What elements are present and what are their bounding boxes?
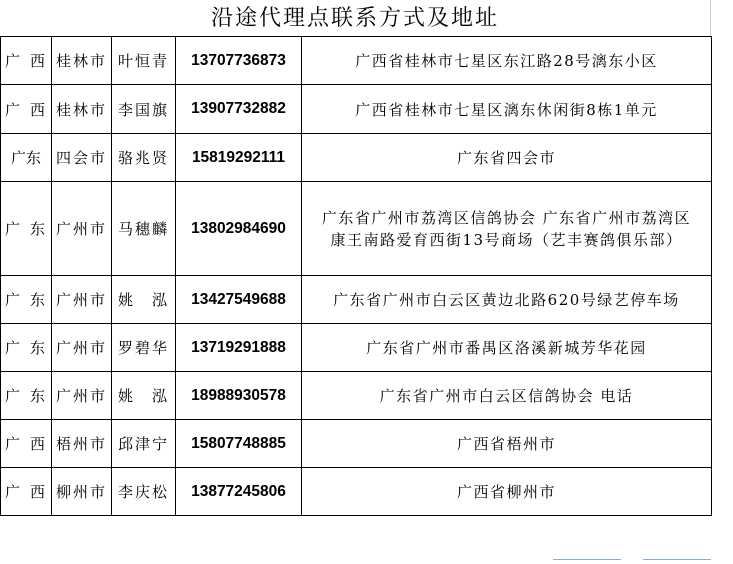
address-cell: 广西省桂林市七星区漓东休闲街8栋1单元 <box>302 85 712 134</box>
province-cell: 广 东 <box>1 182 52 276</box>
province-cell: 广 东 <box>1 276 52 324</box>
page-button[interactable] <box>553 559 621 564</box>
name-cell: 李庆松 <box>112 468 176 516</box>
city-cell: 广州市 <box>52 372 112 420</box>
province-cell: 广 西 <box>1 468 52 516</box>
table-row <box>1 37 712 85</box>
name-cell: 邱津宁 <box>112 420 176 468</box>
address-cell: 广西省桂林市七星区东江路28号漓东小区 <box>302 37 712 85</box>
table-row <box>1 420 712 468</box>
phone-cell: 13707736873 <box>176 37 302 85</box>
address-cell: 广东省广州市白云区黄边北路620号绿艺停车场 <box>302 276 712 324</box>
table-row <box>1 324 712 372</box>
province-cell: 广 东 <box>1 324 52 372</box>
phone-cell: 13719291888 <box>176 324 302 372</box>
province-cell: 广 西 <box>1 37 52 85</box>
table-row <box>1 372 712 420</box>
province-cell: 广 西 <box>1 420 52 468</box>
address-line: 广东省广州市荔湾区信鸽协会 广东省广州市荔湾区 <box>321 208 692 227</box>
table-row <box>1 134 712 182</box>
name-cell: 叶恒青 <box>112 37 176 85</box>
phone-cell: 13802984690 <box>176 182 302 276</box>
province-cell: 广 东 <box>1 372 52 420</box>
province-cell: 广 西 <box>1 85 52 134</box>
city-cell: 梧州市 <box>52 420 112 468</box>
address-cell: 广西省柳州市 <box>302 468 712 516</box>
address-cell: 广西省梧州市 <box>302 420 712 468</box>
table-row <box>1 276 712 324</box>
address-line: 康王南路爱育西街13号商场（艺丰赛鸽俱乐部） <box>330 230 683 249</box>
address-cell: 广东省广州市番禺区洛溪新城芳华花园 <box>302 324 712 372</box>
table-row <box>1 468 712 516</box>
city-cell: 广州市 <box>52 324 112 372</box>
city-cell: 桂林市 <box>52 37 112 85</box>
address-cell <box>302 182 712 276</box>
city-cell: 桂林市 <box>52 85 112 134</box>
phone-cell: 13907732882 <box>176 85 302 134</box>
name-cell: 姚 泓 <box>112 276 176 324</box>
city-cell: 四会市 <box>52 134 112 182</box>
phone-cell: 15819292111 <box>176 134 302 182</box>
city-cell: 广州市 <box>52 182 112 276</box>
phone-cell: 13877245806 <box>176 468 302 516</box>
phone-cell: 15807748885 <box>176 420 302 468</box>
address-cell: 广东省四会市 <box>302 134 712 182</box>
document-title: 沿途代理点联系方式及地址 <box>210 6 499 31</box>
agent-table <box>0 36 712 516</box>
divider <box>710 0 711 36</box>
table-row <box>1 85 712 134</box>
name-cell: 姚 泓 <box>112 372 176 420</box>
phone-cell: 13427549688 <box>176 276 302 324</box>
table-row <box>1 182 712 276</box>
name-cell: 罗碧华 <box>112 324 176 372</box>
name-cell: 马穗麟 <box>112 182 176 276</box>
phone-cell: 18988930578 <box>176 372 302 420</box>
city-cell: 柳州市 <box>52 468 112 516</box>
name-cell: 李国旗 <box>112 85 176 134</box>
name-cell: 骆兆贤 <box>112 134 176 182</box>
address-cell: 广东省广州市白云区信鸽协会 电话 <box>302 372 712 420</box>
page-button[interactable] <box>643 559 711 564</box>
city-cell: 广州市 <box>52 276 112 324</box>
province-cell: 广东 <box>1 134 52 182</box>
